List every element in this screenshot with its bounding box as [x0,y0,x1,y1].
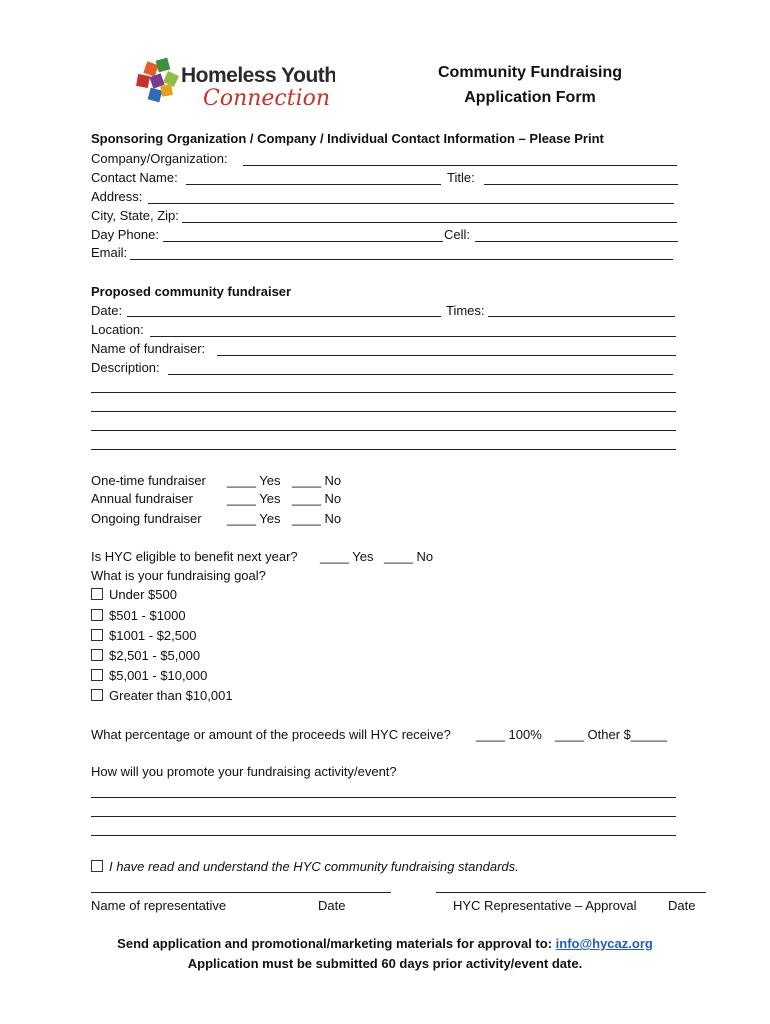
promotion-line[interactable] [91,835,676,836]
description-label: Description: [91,360,160,375]
form-title-2: Application Form [464,89,596,106]
goal-option[interactable]: $5,001 - $10,000 [91,668,207,683]
logo-text-2: Connection [203,86,331,111]
contact-name-label: Contact Name: [91,170,178,185]
date-label-1: Date [318,898,346,913]
footer-line-2: Application must be submitted 60 days prior activity/event date. [187,956,583,971]
proceeds-question: What percentage or amount of the proceeds will HYC receive? [91,727,451,742]
checkbox-icon[interactable] [91,649,103,661]
address-field[interactable] [148,203,674,204]
location-label: Location: [91,322,144,337]
frequency-label-annual: Annual fundraiser [91,491,193,506]
goal-option[interactable]: Under $500 [91,587,177,602]
checkbox-icon[interactable] [91,609,103,621]
logo-text-1: Homeless Youth [181,64,335,87]
address-label: Address: [91,189,143,204]
checkbox-icon[interactable] [91,588,103,600]
contact-heading: Sponsoring Organization / Company / Individual Contact Information – Please Print [91,131,604,146]
day-phone-field[interactable] [163,241,443,242]
checkbox-icon[interactable] [91,629,103,641]
date-label: Date: [91,303,123,318]
description-line[interactable] [91,430,676,431]
hyc-rep-label: HYC Representative – Approval [453,898,637,913]
title-field[interactable] [484,184,678,185]
frequency-yes-ongoing[interactable]: ____ Yes [227,511,281,526]
frequency-yes-annual[interactable]: ____ Yes [227,491,281,506]
frequency-label-ongoing: Ongoing fundraiser [91,511,202,526]
checkbox-icon[interactable] [91,669,103,681]
company-label: Company/Organization: [91,151,228,166]
frequency-no-onetime[interactable]: ____ No [292,473,342,488]
footer-line-1: Send application and promotional/marketing materials for approval to: info@hycaz.org [117,936,653,951]
description-field[interactable] [168,374,673,375]
frequency-yes-onetime[interactable]: ____ Yes [227,473,281,488]
email-label: Email: [91,245,128,260]
goal-option[interactable]: $2,501 - $5,000 [91,648,200,663]
email-field[interactable] [130,259,673,260]
eligibility-yes[interactable]: ____ Yes [320,549,374,564]
goal-option[interactable]: $501 - $1000 [91,608,186,623]
cell-field[interactable] [475,241,678,242]
promotion-line[interactable] [91,797,676,798]
agreement[interactable]: I have read and understand the HYC community fundraising standards. [91,859,519,874]
email-link[interactable]: info@hycaz.org [555,936,653,951]
description-line[interactable] [91,392,676,393]
description-line[interactable] [91,449,676,450]
hyc-signature-line[interactable] [436,892,706,893]
representative-signature-line[interactable] [91,892,391,893]
city-field[interactable] [182,222,677,223]
fundraiser-name-field[interactable] [217,355,676,356]
times-field[interactable] [488,316,675,317]
date-label-2: Date [668,898,696,913]
representative-label: Name of representative [91,898,227,913]
contact-name-field[interactable] [186,184,441,185]
city-label: City, State, Zip: [91,208,179,223]
eligibility-question: Is HYC eligible to benefit next year? [91,549,298,564]
date-field[interactable] [127,316,441,317]
puzzle-icon [136,58,179,103]
fundraiser-name-label: Name of fundraiser: [91,341,206,356]
fundraiser-heading: Proposed community fundraiser [91,284,292,299]
title-label: Title: [447,170,475,185]
goal-question: What is your fundraising goal? [91,568,266,583]
proceeds-other[interactable]: ____ Other $_____ [555,727,668,742]
frequency-no-ongoing[interactable]: ____ No [292,511,342,526]
form-title-1: Community Fundraising [438,64,622,81]
goal-option[interactable]: Greater than $10,001 [91,688,233,703]
logo [135,55,335,115]
day-phone-label: Day Phone: [91,227,159,242]
times-label: Times: [446,303,485,318]
promotion-question: How will you promote your fundraising activity/event? [91,764,397,779]
company-field[interactable] [243,165,677,166]
frequency-no-annual[interactable]: ____ No [292,491,342,506]
frequency-label-onetime: One-time fundraiser [91,473,206,488]
location-field[interactable] [150,336,676,337]
eligibility-no[interactable]: ____ No [384,549,434,564]
description-line[interactable] [91,411,676,412]
goal-option[interactable]: $1001 - $2,500 [91,628,196,643]
proceeds-100[interactable]: ____ 100% [476,727,542,742]
promotion-line[interactable] [91,816,676,817]
cell-label: Cell: [444,227,471,242]
checkbox-icon[interactable] [91,860,103,872]
checkbox-icon[interactable] [91,689,103,701]
